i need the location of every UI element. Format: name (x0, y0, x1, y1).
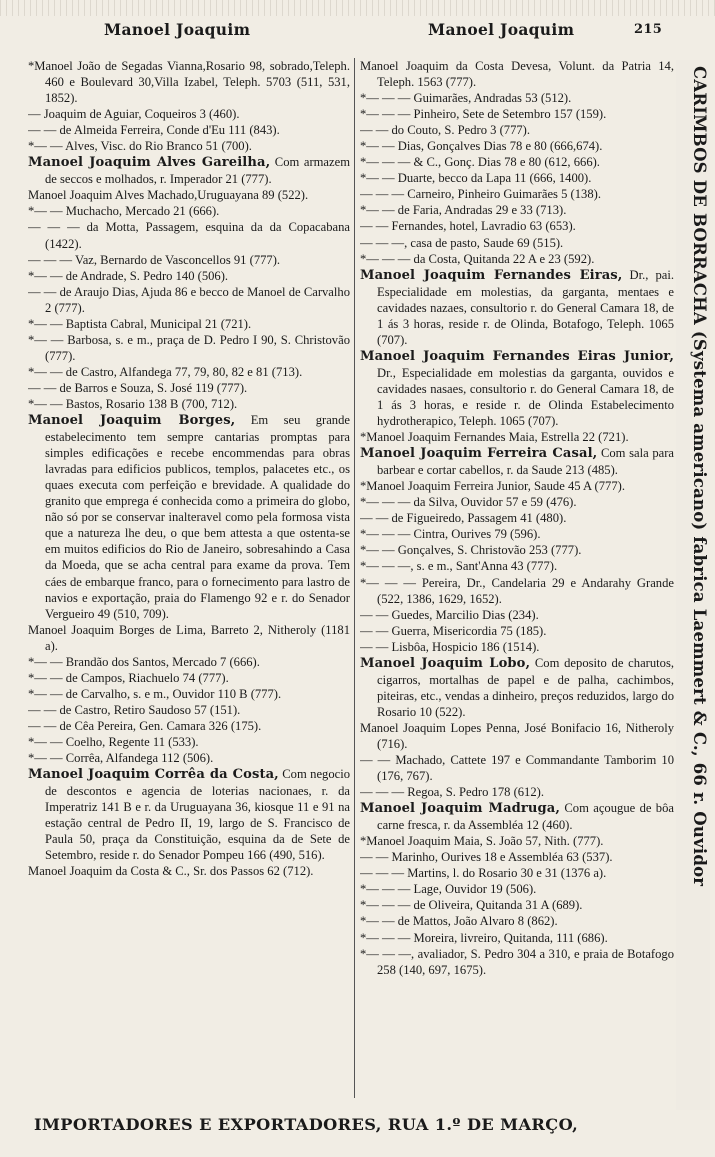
top-edge-noise (0, 0, 715, 16)
entry-name-bold: Manoel Joaquim Lobo, (360, 655, 531, 671)
entry-text: Dr., pai. Especialidade em molestias, da garganta, mentaes e cavidades nazaes, consultorio r. do General Camara 18, de 1 ás 3 horas, reside r. de Olinda, Botafogo, Teleph. 1065 (707). (377, 267, 674, 347)
right-column (360, 58, 674, 1108)
directory-entry (360, 106, 674, 122)
entry-text: *— — — da Costa, Quitanda 22 A e 23 (592). (360, 251, 595, 266)
entry-text: — — — Carneiro, Pinheiro Guimarães 5 (138). (360, 187, 601, 202)
directory-entry (360, 833, 674, 849)
directory-entry (28, 122, 350, 138)
entry-name-bold: Manoel Joaquim Fernandes Eiras Junior, (360, 348, 674, 364)
directory-entry (360, 202, 674, 218)
entry-text: *— — — Lage, Ouvidor 19 (506). (360, 882, 537, 897)
entry-text: Dr., Especialidade em molestias da garganta, ouvidos e cavidades nasaes, consultorio r. do General Camara 18, de 1 ás 3 horas, e reside r. de Olinda Estabelecimento hydrotherapico, Teleph. 1065 (707). (377, 365, 674, 429)
directory-entry (360, 865, 674, 881)
side-advert-banner: CARIMBOS DE BORRACHA (Systema americano) fabrica Laemmert & C., 66 r. Ouvidor (690, 66, 709, 887)
left-column (28, 58, 350, 1108)
directory-entry (28, 203, 350, 219)
directory-entry (360, 58, 674, 90)
entry-text: — — Guedes, Marcilio Dias (234). (360, 607, 539, 622)
directory-entry (360, 575, 674, 607)
entry-text: *— — Coelho, Regente 11 (533). (28, 734, 199, 749)
entry-text: *— — Bastos, Rosario 138 B (700, 712). (28, 396, 238, 411)
entry-text: *— — de Castro, Alfandega 77, 79, 80, 82 e 81 (713). (28, 364, 303, 379)
directory-entry (28, 654, 350, 670)
entry-text: *— — — de Oliveira, Quitanda 31 A (689). (360, 898, 583, 913)
directory-entry (28, 268, 350, 284)
entry-text: — — — Regoa, S. Pedro 178 (612). (360, 785, 544, 800)
entry-text: *— — de Andrade, S. Pedro 140 (506). (28, 268, 229, 283)
directory-entry (360, 639, 674, 655)
entry-text: Manoel Joaquim Alves Machado,Uruguayana 89 (522). (28, 188, 309, 203)
directory-entry (360, 897, 674, 913)
entry-text: *— — — Pinheiro, Sete de Setembro 157 (159). (360, 107, 607, 122)
directory-entry (28, 106, 350, 122)
directory-entry (28, 187, 350, 203)
entry-text: Manoel Joaquim Lopes Penna, José Bonifacio 16, Nitheroly (716). (360, 720, 674, 751)
entry-text: *— — Alves, Visc. do Rio Branco 51 (700). (28, 139, 252, 154)
column-divider (354, 58, 355, 1098)
entry-text: — — Guerra, Misericordia 75 (185). (360, 623, 547, 638)
entry-name-bold: Manoel Joaquim Borges, (28, 413, 236, 429)
directory-entry (360, 445, 674, 478)
directory-entry (28, 718, 350, 734)
entry-text: *— — Baptista Cabral, Municipal 21 (721). (28, 316, 252, 331)
entry-text: *— — Duarte, becco da Lapa 11 (666, 1400). (360, 171, 592, 186)
directory-entry (360, 655, 674, 720)
directory-entry (360, 800, 674, 833)
entry-text: Em seu grande estabelecimento tem sempre cantarias promptas para simples edificações e recebe encommendas para obras lavradas para edificios publicos, templos, palacetes etc., os quaes executa com perfeição e brevidade. A qualidade do granito que emprega é conhecida como a primeira do globo, não só por se conservar inalteravel como pela formosa vista que a natureza lhe deu, o que bem attesta a que ostenta-se em muitos edificios do Rio de Janeiro, sobresahindo a Casa da Moeda, que se acha central para exame da prova. Tem cáes de embarque franco, para o fornecimento para lastro de navios e exportação, praia do Flamengo 92 e r. do Senador Vergueiro 49 (510, 709). (45, 413, 350, 621)
directory-entry (360, 478, 674, 494)
directory-entry (360, 90, 674, 106)
directory-entry (360, 494, 674, 510)
directory-entry (28, 138, 350, 154)
entry-text: — — — Martins, l. do Rosario 30 e 31 (1376 a). (360, 866, 607, 881)
entry-name-bold: Manoel Joaquim Ferreira Casal, (360, 446, 598, 462)
entry-text: *Manoel João de Segadas Vianna,Rosario 98, sobrado,Teleph. 460 e Boulevard 30,Villa Izabel, Teleph. 5703 (511, 531, 1852). (28, 59, 350, 106)
directory-entry (360, 170, 674, 186)
entry-text: — — —, casa de pasto, Saude 69 (515). (360, 235, 564, 250)
entry-name-bold: Manoel Joaquim Madruga, (360, 801, 561, 817)
directory-entry (360, 542, 674, 558)
entry-text: Com deposito de charutos, cigarros, mortalhas de papel e de palha, cachimbos, piteiras, etc., vendas a dinheiro, preços reduzidos, largo do Rosario 10 (522). (377, 655, 674, 719)
entry-text: *— — — Cintra, Ourives 79 (596). (360, 527, 541, 542)
entry-text: *— — Gonçalves, S. Christovão 253 (777). (360, 543, 582, 558)
directory-entry (28, 396, 350, 412)
directory-entry (28, 702, 350, 718)
entry-text: — — Marinho, Ourives 18 e Assembléa 63 (537). (360, 850, 613, 865)
directory-entry (360, 881, 674, 897)
entry-text: Com negocio de descontos e agencia de loterias nacionaes, r. da Imperatriz 141 B e r. da Uruguayana 36, kiosque 11 e 91 na estação central de Pedro II, 19, largo de S. Francisco de Paula 50, praça da Constituição, esquina da de Sete de Setembro, reside r. do Senador Pompeu 166 (490, 516). (45, 767, 350, 863)
entry-text: *Manoel Joaquim Ferreira Junior, Saude 45 A (777). (360, 479, 625, 494)
directory-entry (360, 558, 674, 574)
entry-name-bold: Manoel Joaquim Fernandes Eiras, (360, 267, 623, 283)
directory-entry (360, 526, 674, 542)
entry-text: *— — Dias, Gonçalves Dias 78 e 80 (666,674). (360, 139, 603, 154)
directory-entry (28, 622, 350, 654)
directory-entry (28, 154, 350, 187)
directory-entry (28, 412, 350, 622)
running-header-left: Manoel Joaquim (104, 20, 251, 39)
entry-text: *Manoel Joaquim Fernandes Maia, Estrella 22 (721). (360, 430, 629, 445)
entry-text: *— — — Guimarães, Andradas 53 (512). (360, 91, 572, 106)
entry-text: — — Lisbôa, Hospicio 186 (1514). (360, 639, 540, 654)
entry-text: *— — Barbosa, s. e m., praça de D. Pedro I 90, S. Christovão (777). (28, 332, 350, 363)
entry-text: — — — Vaz, Bernardo de Vasconcellos 91 (777). (28, 252, 281, 267)
entry-text: *— — Muchacho, Mercado 21 (666). (28, 204, 220, 219)
directory-entry (28, 734, 350, 750)
directory-entry (360, 913, 674, 929)
directory-entry (28, 364, 350, 380)
entry-text: Manoel Joaquim da Costa & C., Sr. dos Passos 62 (712). (28, 864, 314, 879)
entry-text: *— — Brandão dos Santos, Mercado 7 (666). (28, 654, 260, 669)
directory-entry (360, 267, 674, 348)
directory-entry (360, 784, 674, 800)
directory-entry (28, 766, 350, 863)
entry-name-bold: Manoel Joaquim Alves Gareilha, (28, 155, 271, 171)
directory-entry (28, 380, 350, 396)
directory-entry (360, 138, 674, 154)
directory-entry (360, 122, 674, 138)
entry-text: *— — — & C., Gonç. Dias 78 e 80 (612, 666). (360, 155, 600, 170)
entry-text: *— — — da Silva, Ouvidor 57 e 59 (476). (360, 495, 577, 510)
entry-text: *— — de Mattos, João Alvaro 8 (862). (360, 914, 558, 929)
page-number: 215 (634, 22, 663, 37)
directory-entry (360, 930, 674, 946)
directory-entry (360, 186, 674, 202)
directory-entry (360, 946, 674, 978)
directory-entry (360, 752, 674, 784)
directory-entry (360, 623, 674, 639)
entry-text: — — Machado, Cattete 197 e Commandante Tamborim 10 (176, 767). (360, 753, 674, 784)
directory-entry (360, 154, 674, 170)
entry-text: *— — de Campos, Riachuelo 74 (777). (28, 670, 229, 685)
entry-text: Manoel Joaquim da Costa Devesa, Volunt. da Patria 14, Teleph. 1563 (777). (360, 59, 674, 90)
entry-text: *— — — Pereira, Dr., Candelaria 29 e Andarahy Grande (522, 1386, 1629, 1652). (360, 575, 674, 606)
directory-entry (360, 429, 674, 445)
directory-entry (360, 251, 674, 267)
directory-entry (360, 348, 674, 429)
entry-text: — — de Figueiredo, Passagem 41 (480). (360, 511, 567, 526)
directory-entry (360, 235, 674, 251)
directory-entry (360, 720, 674, 752)
footer-advert: IMPORTADORES E EXPORTADORES, RUA 1.º DE MARÇO, (34, 1115, 579, 1134)
entry-text: *— — — Moreira, livreiro, Quitanda, 111 (686). (360, 930, 608, 945)
entry-text: — — de Almeida Ferreira, Conde d'Eu 111 (843). (28, 123, 280, 138)
entry-text: Manoel Joaquim Borges de Lima, Barreto 2, Nitheroly (1181 a). (28, 622, 350, 653)
directory-entry (28, 686, 350, 702)
entry-text: — — Fernandes, hotel, Lavradio 63 (653). (360, 219, 576, 234)
entry-text: *— — de Faria, Andradas 29 e 33 (713). (360, 203, 567, 218)
entry-text: — — do Couto, S. Pedro 3 (777). (360, 123, 531, 138)
directory-entry (28, 750, 350, 766)
entry-text: — — — da Motta, Passagem, esquina da da Copacabana (1422). (28, 220, 350, 251)
directory-entry (360, 510, 674, 526)
directory-entry (360, 607, 674, 623)
entry-text: — — de Castro, Retiro Saudoso 57 (151). (28, 702, 241, 717)
directory-entry (28, 670, 350, 686)
directory-entry (28, 219, 350, 251)
directory-entry (28, 332, 350, 364)
entry-text: — Joaquim de Aguiar, Coqueiros 3 (460). (28, 107, 240, 122)
entry-text: Com açougue de bôa carne fresca, r. da Assembléa 12 (460). (377, 801, 674, 833)
entry-text: *— — —, avaliador, S. Pedro 304 a 310, e praia de Botafogo 258 (140, 697, 1675). (360, 946, 674, 977)
running-header-right: Manoel Joaquim (428, 20, 575, 39)
entry-text: *— — de Carvalho, s. e m., Ouvidor 110 B (777). (28, 686, 282, 701)
entry-text: — — de Cêa Pereira, Gen. Camara 326 (175). (28, 718, 262, 733)
directory-entry (28, 58, 350, 106)
directory-entry (28, 863, 350, 879)
directory-entry (360, 849, 674, 865)
entry-text: — — de Barros e Souza, S. José 119 (777). (28, 380, 248, 395)
directory-entry (28, 284, 350, 316)
entry-name-bold: Manoel Joaquim Corrêa da Costa, (28, 767, 279, 783)
entry-text: *— — Corrêa, Alfandega 112 (506). (28, 751, 214, 766)
entry-text: Com armazem de seccos e molhados, r. Imperador 21 (777). (45, 155, 350, 187)
directory-entry (28, 316, 350, 332)
entry-text: *Manoel Joaquim Maia, S. João 57, Nith. (777). (360, 834, 604, 849)
entry-text: Com sala para barbear e cortar cabellos, r. da Saude 213 (485). (377, 446, 674, 478)
directory-entry (360, 218, 674, 234)
directory-entry (28, 252, 350, 268)
entry-text: — — de Araujo Dias, Ajuda 86 e becco de Manoel de Carvalho 2 (777). (28, 284, 350, 315)
entry-text: *— — —, s. e m., Sant'Anna 43 (777). (360, 559, 558, 574)
